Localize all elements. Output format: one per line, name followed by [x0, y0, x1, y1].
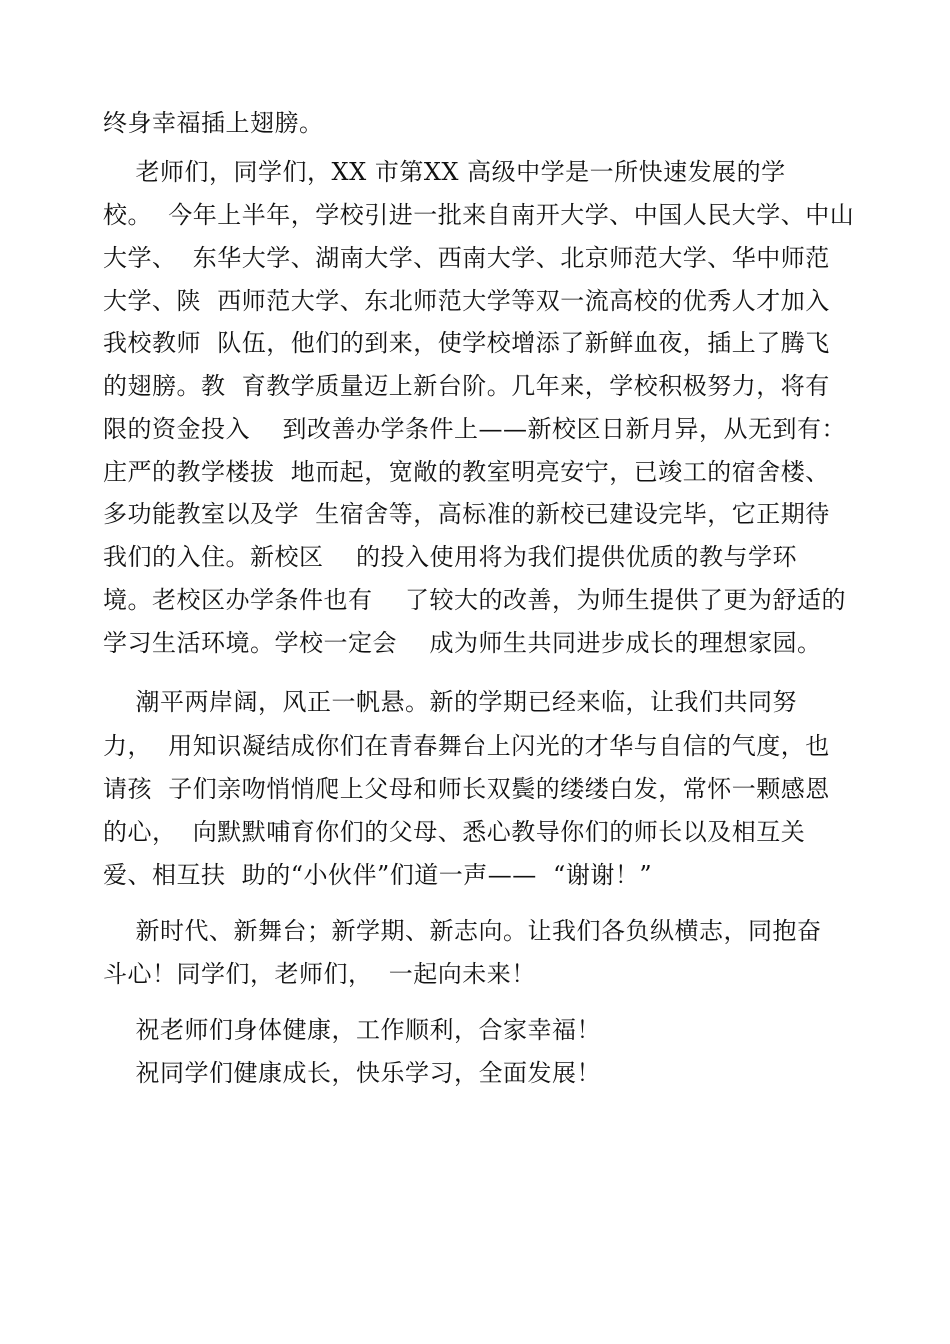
text-line: 潮平两岸阔，风正一帆悬。新的学期已经来临，让我们共同努 — [103, 688, 798, 716]
text-line: 大学、 东华大学、湖南大学、西南大学、北京师范大学、华中师范 — [103, 244, 830, 272]
text-line: 境。老校区办学条件也有 了较大的改善，为师生提供了更为舒适的 — [103, 586, 847, 614]
text-line: 学习生活环境。学校一定会 成为师生共同进步成长的理想家园。 — [103, 629, 822, 657]
text-line: 新时代、新舞台；新学期、新志向。让我们各负纵横志，同抱奋 — [103, 917, 822, 945]
text-line: 祝同学们健康成长，快乐学习，全面发展！ — [103, 1059, 602, 1087]
text-line: 的翅膀。教 育教学质量迈上新台阶。几年来，学校积极努力，将有 — [103, 372, 830, 400]
text-line: 校。 今年上半年，学校引进一批来自南开大学、中国人民大学、中山 — [103, 201, 855, 229]
text-line: 的心， 向默默哺育你们的父母、悉心教导你们的师长以及相互关 — [103, 818, 806, 846]
text-line: 请孩 子们亲吻悄悄爬上父母和师长双鬓的缕缕白发，常怀一颗感恩 — [103, 775, 830, 803]
text-line: 终身幸福插上翅膀。 — [103, 109, 324, 137]
text-line: 我校教师 队伍，他们的到来，使学校增添了新鲜血夜，插上了腾飞 — [103, 329, 830, 357]
text-line: 限的资金投入 到改善办学条件上——新校区日新月异，从无到有： — [103, 415, 847, 443]
text-line: 我们的入住。新校区 的投入使用将为我们提供优质的教与学环 — [103, 543, 798, 571]
text-line: 斗心！同学们，老师们， 一起向未来！ — [103, 960, 536, 988]
text-line: 多功能教室以及学 生宿舍等，高标准的新校已建设完毕，它正期待 — [103, 500, 830, 528]
text-line: 大学、陕 西师范大学、东北师范大学等双一流高校的优秀人才加入 — [103, 287, 830, 315]
text-line: 庄严的教学楼拔 地而起，宽敞的教室明亮安宁，已竣工的宿舍楼、 — [103, 458, 830, 486]
text-line: 祝老师们身体健康，工作顺利，合家幸福！ — [103, 1016, 602, 1044]
text-line: 老师们，同学们，XX 市第XX 高级中学是一所快速发展的学 — [103, 158, 786, 186]
text-line: 力， 用知识凝结成你们在青春舞台上闪光的才华与自信的气度，也 — [103, 732, 830, 760]
text-line: 爱、相互扶 助的“小伙伴”们道一声—— “谢谢！” — [103, 861, 653, 889]
